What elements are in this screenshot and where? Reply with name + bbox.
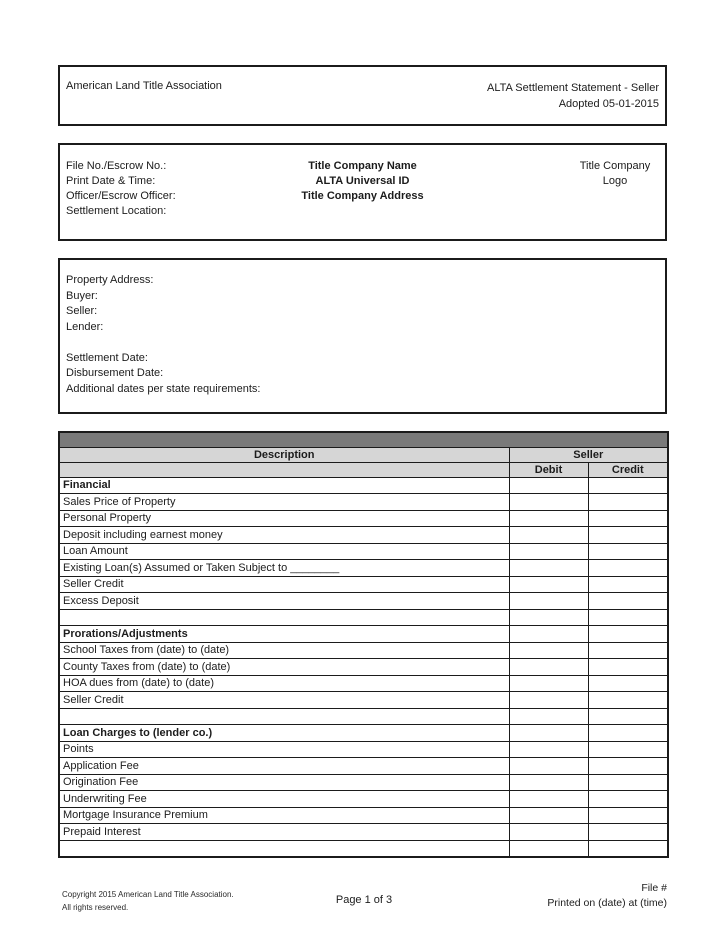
row-description: [59, 609, 509, 626]
row-description: Points: [59, 741, 509, 758]
alta-universal-id: ALTA Universal ID: [315, 175, 410, 187]
debit-cell: [509, 659, 588, 676]
table-row: [59, 593, 668, 610]
credit-cell: [588, 642, 668, 659]
title-company-name: Title Company Name: [308, 160, 417, 172]
debit-cell: [509, 609, 588, 626]
copyright-line-2: All rights reserved.: [62, 903, 129, 912]
credit-header: Credit: [588, 462, 668, 477]
file-info-box: [58, 143, 667, 241]
credit-cell: [588, 840, 668, 857]
debit-cell: [509, 642, 588, 659]
row-description: Sales Price of Property: [59, 494, 509, 511]
disbursement-date-label: Disbursement Date:: [66, 367, 164, 379]
debit-header: Debit: [509, 462, 588, 477]
row-description: Loan Charges to (lender co.): [59, 725, 509, 742]
credit-cell: [588, 774, 668, 791]
debit-cell: [509, 675, 588, 692]
title-company-logo-placeholder: [569, 159, 661, 189]
debit-cell: [509, 692, 588, 709]
credit-cell: [588, 675, 668, 692]
row-description: Loan Amount: [59, 543, 509, 560]
credit-cell: [588, 791, 668, 808]
table-row: [59, 576, 668, 593]
debit-cell: [509, 543, 588, 560]
table-row: [59, 609, 668, 626]
table-row: [59, 642, 668, 659]
credit-cell: [588, 692, 668, 709]
debit-cell: [509, 725, 588, 742]
table-row: [59, 692, 668, 709]
credit-cell: [588, 576, 668, 593]
table-row: [59, 774, 668, 791]
copyright-line-1: Copyright 2015 American Land Title Association.: [62, 890, 234, 899]
table-row: [59, 626, 668, 643]
table-row: [59, 758, 668, 775]
row-description: Personal Property: [59, 510, 509, 527]
row-description: HOA dues from (date) to (date): [59, 675, 509, 692]
row-description: Prepaid Interest: [59, 824, 509, 841]
credit-cell: [588, 758, 668, 775]
table-header-row-2: [59, 462, 668, 477]
debit-cell: [509, 576, 588, 593]
property-info-box: [58, 258, 667, 414]
officer-label: Officer/Escrow Officer:: [66, 190, 176, 202]
debit-cell: [509, 741, 588, 758]
debit-cell: [509, 560, 588, 577]
table-row: [59, 527, 668, 544]
table-row: [59, 824, 668, 841]
row-description: Prorations/Adjustments: [59, 626, 509, 643]
seller-label: Seller:: [66, 305, 98, 317]
table-header-row-1: [59, 447, 668, 462]
credit-cell: [588, 807, 668, 824]
table-row: [59, 659, 668, 676]
file-no-label: File No./Escrow No.:: [66, 160, 167, 172]
statement-title: ALTA Settlement Statement - Seller: [486, 82, 659, 94]
debit-cell: [509, 527, 588, 544]
file-number: File #: [641, 882, 667, 894]
debit-cell: [509, 840, 588, 857]
debit-cell: [509, 774, 588, 791]
debit-cell: [509, 807, 588, 824]
table-row: [59, 477, 668, 494]
credit-cell: [588, 593, 668, 610]
title-company-block: [301, 159, 423, 204]
printed-on: Printed on (date) at (time): [547, 897, 667, 909]
adopted-date: Adopted 05-01-2015: [558, 98, 659, 110]
row-description: Seller Credit: [59, 576, 509, 593]
debit-cell: [509, 626, 588, 643]
row-description: Application Fee: [59, 758, 509, 775]
statement-title-block: [487, 80, 659, 112]
table-top-band: [59, 432, 668, 447]
table-row: [59, 725, 668, 742]
description-header: Description: [59, 447, 509, 462]
table-row: [59, 741, 668, 758]
page-number: Page 1 of 3: [335, 894, 393, 906]
debit-cell: [509, 593, 588, 610]
debit-cell: [509, 510, 588, 527]
blank-line: [66, 335, 659, 351]
credit-cell: [588, 824, 668, 841]
row-description: Seller Credit: [59, 692, 509, 709]
row-description: [59, 708, 509, 725]
seller-header: Seller: [509, 447, 668, 462]
debit-cell: [509, 494, 588, 511]
credit-cell: [588, 725, 668, 742]
table-row: [59, 708, 668, 725]
debit-cell: [509, 477, 588, 494]
table-row: [59, 543, 668, 560]
row-description: [59, 840, 509, 857]
additional-dates-label: Additional dates per state requirements:: [66, 382, 261, 395]
table-row: [59, 807, 668, 824]
empty-header-cell: [59, 462, 509, 477]
row-description: School Taxes from (date) to (date): [59, 642, 509, 659]
row-description: Origination Fee: [59, 774, 509, 791]
debit-cell: [509, 708, 588, 725]
settlement-date-label: Settlement Date:: [66, 351, 148, 364]
title-company-address: Title Company Address: [301, 190, 424, 202]
settlement-location-label: Settlement Location:: [66, 205, 167, 217]
debit-cell: [509, 758, 588, 775]
credit-cell: [588, 527, 668, 544]
org-name: American Land Title Association: [66, 80, 222, 92]
debit-cell: [509, 791, 588, 808]
logo-line-2: Logo: [602, 175, 628, 187]
row-description: Deposit including earnest money: [59, 527, 509, 544]
lender-label: Lender:: [66, 320, 104, 333]
logo-line-1: Title Company: [579, 160, 651, 172]
table-row: [59, 560, 668, 577]
table-row: [59, 510, 668, 527]
row-description: Existing Loan(s) Assumed or Taken Subject to ________: [59, 560, 509, 577]
credit-cell: [588, 510, 668, 527]
print-info-block: [547, 881, 667, 911]
table-body: [59, 477, 668, 857]
table-row: [59, 675, 668, 692]
row-description: Financial: [59, 477, 509, 494]
debit-cell: [509, 824, 588, 841]
credit-cell: [588, 626, 668, 643]
credit-cell: [588, 659, 668, 676]
credit-cell: [588, 494, 668, 511]
file-info-labels: [66, 159, 176, 219]
credit-cell: [588, 708, 668, 725]
table-row: [59, 840, 668, 857]
top-band-cell: [59, 432, 668, 447]
row-description: Excess Deposit: [59, 593, 509, 610]
table-row: [59, 791, 668, 808]
credit-cell: [588, 543, 668, 560]
credit-cell: [588, 477, 668, 494]
row-description: County Taxes from (date) to (date): [59, 659, 509, 676]
credit-cell: [588, 609, 668, 626]
buyer-label: Buyer:: [66, 289, 98, 302]
property-address-label: Property Address:: [66, 274, 154, 286]
table-row: [59, 494, 668, 511]
credit-cell: [588, 560, 668, 577]
print-date-label: Print Date & Time:: [66, 175, 156, 187]
alta-header-box: [58, 65, 667, 126]
credit-cell: [588, 741, 668, 758]
settlement-table: [58, 431, 669, 858]
row-description: Underwriting Fee: [59, 791, 509, 808]
row-description: Mortgage Insurance Premium: [59, 807, 509, 824]
